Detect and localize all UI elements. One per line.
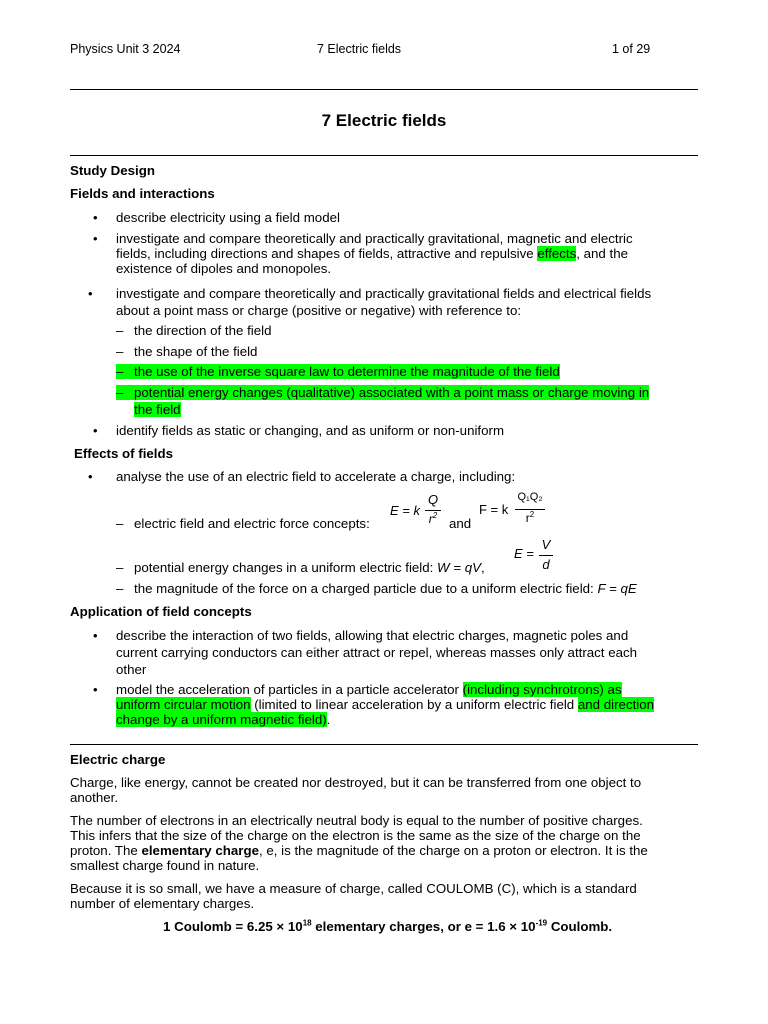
- text: 1 Coulomb = 6.25 × 10: [163, 919, 303, 934]
- bullet-dot: •: [93, 210, 98, 225]
- and-word: and: [449, 516, 472, 531]
- page-title: 7 Electric fields: [321, 111, 447, 130]
- bullet-dot: •: [88, 286, 93, 301]
- sub-item: the shape of the field: [134, 344, 258, 359]
- formula-force-numerator: Q₁Q₂: [517, 491, 543, 503]
- formula-field-lhs: E = k: [390, 503, 420, 518]
- highlighted-text: (including synchrotrons) as: [462, 682, 622, 697]
- coulomb-definition: [163, 919, 612, 934]
- text: the magnitude of the force on a charged particle due to a uniform electric field:: [134, 581, 598, 596]
- header-page-number: 1 of 29: [612, 42, 651, 56]
- list-item: [116, 682, 622, 697]
- paragraph-line: This infers that the size of the charge on the electron is the same as the size of the charge on the: [70, 828, 641, 843]
- denominator-r: r: [525, 511, 530, 525]
- text: , and the: [576, 246, 629, 261]
- exponent: -19: [535, 918, 548, 928]
- text: proton. The: [70, 843, 142, 858]
- dash-marker: –: [116, 364, 134, 379]
- list-item-line: about a point mass or charge (positive or negative) with reference to:: [116, 303, 522, 318]
- denominator-r: r: [428, 512, 433, 526]
- bullet-dot: •: [93, 682, 98, 697]
- text: ,: [481, 560, 485, 575]
- highlighted-text: uniform circular motion: [116, 697, 251, 712]
- paragraph-line: another.: [70, 790, 119, 805]
- dash-marker: –: [116, 560, 124, 575]
- list-item-line: other: [116, 662, 147, 677]
- paragraph-line: Because it is so small, we have a measure of charge, called COULOMB (C), which is a standard: [70, 881, 637, 896]
- sub-item-highlighted: potential energy changes (qualitative) associated with a point mass or charge moving in: [134, 385, 650, 400]
- paragraph-line: The number of electrons in an electrically neutral body is equal to the number of positive charges.: [70, 813, 643, 828]
- fraction-bar: [539, 555, 553, 556]
- dash-marker: –: [116, 323, 124, 338]
- sub-item: [134, 560, 485, 575]
- list-item-line: current carrying conductors can either attract or repel, whereas masses only attract each: [116, 645, 638, 660]
- list-item: analyse the use of an electric field to accelerate a charge, including:: [116, 469, 516, 484]
- bullet-dot: •: [93, 231, 98, 246]
- formula-uniform-field-lhs: E =: [514, 546, 534, 561]
- list-item-line: [116, 246, 628, 261]
- paragraph-line: Charge, like energy, cannot be created nor destroyed, but it can be transferred from one object to: [70, 775, 642, 790]
- highlighted-text: change by a uniform magnetic field): [116, 712, 327, 727]
- header-center: 7 Electric fields: [317, 42, 402, 56]
- sub-item: [134, 581, 637, 596]
- header-rule: [70, 89, 698, 90]
- sub-item: the direction of the field: [134, 323, 272, 338]
- list-item: investigate and compare theoretically and practically gravitational, magnetic and electric: [116, 231, 633, 246]
- title-rule: [70, 155, 698, 156]
- text: , e, is the magnitude of the charge on a proton or electron. It is the: [259, 843, 648, 858]
- list-item: describe the interaction of two fields, allowing that electric charges, magnetic poles and: [116, 628, 629, 643]
- text: potential energy changes in a uniform electric field:: [134, 560, 438, 575]
- bold-term: elementary charge: [141, 843, 259, 858]
- sub-item-highlighted: the use of the inverse square law to determine the magnitude of the field: [134, 364, 560, 379]
- exponent: 18: [302, 918, 312, 928]
- text: fields, including directions and shapes of fields, attractive and repulsive: [116, 246, 538, 261]
- exponent: 2: [529, 510, 535, 519]
- highlighted-text: and direction: [577, 697, 655, 712]
- header-left: Physics Unit 3 2024: [70, 42, 181, 56]
- list-item: investigate and compare theoretically and practically gravitational fields and electrical fields: [116, 286, 652, 301]
- fields-interactions-heading: Fields and interactions: [70, 186, 215, 201]
- effects-of-fields-heading: Effects of fields: [74, 446, 174, 461]
- formula-field-denominator: [424, 512, 442, 526]
- study-design-heading: Study Design: [70, 163, 155, 178]
- bullet-dot: •: [88, 469, 93, 484]
- formula-force-lhs: F = k: [479, 502, 509, 517]
- dash-marker: –: [116, 385, 134, 400]
- sub-item: electric field and electric force concepts:: [134, 516, 370, 531]
- paragraph-line: [70, 843, 648, 858]
- sub-item-highlighted: the field: [134, 402, 181, 417]
- electric-charge-heading: Electric charge: [70, 752, 166, 767]
- formula-force-denominator: [514, 511, 546, 525]
- highlighted-text: effects: [537, 246, 577, 261]
- text: Coulomb.: [547, 919, 613, 934]
- bullet-dot: •: [93, 628, 98, 643]
- exponent: 2: [432, 511, 438, 520]
- list-item: identify fields as static or changing, and as uniform or non-uniform: [116, 423, 505, 438]
- dash-marker: –: [116, 581, 124, 596]
- paragraph-line: number of elementary charges.: [70, 896, 255, 911]
- text: model the acceleration of particles in a particle accelerator: [116, 682, 463, 697]
- text: .: [326, 712, 331, 727]
- formula-uniform-numerator: V: [541, 537, 551, 552]
- list-item-line: [116, 697, 654, 712]
- formula-uniform-denominator: d: [542, 557, 550, 572]
- formula-field-numerator: Q: [427, 492, 439, 507]
- text: (limited to linear acceleration by a uniform electric field: [250, 697, 578, 712]
- text: elementary charges, or e = 1.6 × 10: [311, 919, 536, 934]
- formula-inline: W = qV: [437, 560, 482, 575]
- list-item: describe electricity using a field model: [116, 210, 340, 225]
- section-rule: [70, 744, 698, 745]
- paragraph-line: smallest charge found in nature.: [70, 858, 260, 873]
- formula-inline: F = qE: [597, 581, 637, 596]
- bullet-dot: •: [93, 423, 98, 438]
- dash-marker: –: [116, 344, 124, 359]
- dash-marker: –: [116, 516, 124, 531]
- list-item-line: [116, 712, 330, 727]
- list-item-line: existence of dipoles and monopoles.: [116, 261, 332, 276]
- application-heading: Application of field concepts: [70, 604, 252, 619]
